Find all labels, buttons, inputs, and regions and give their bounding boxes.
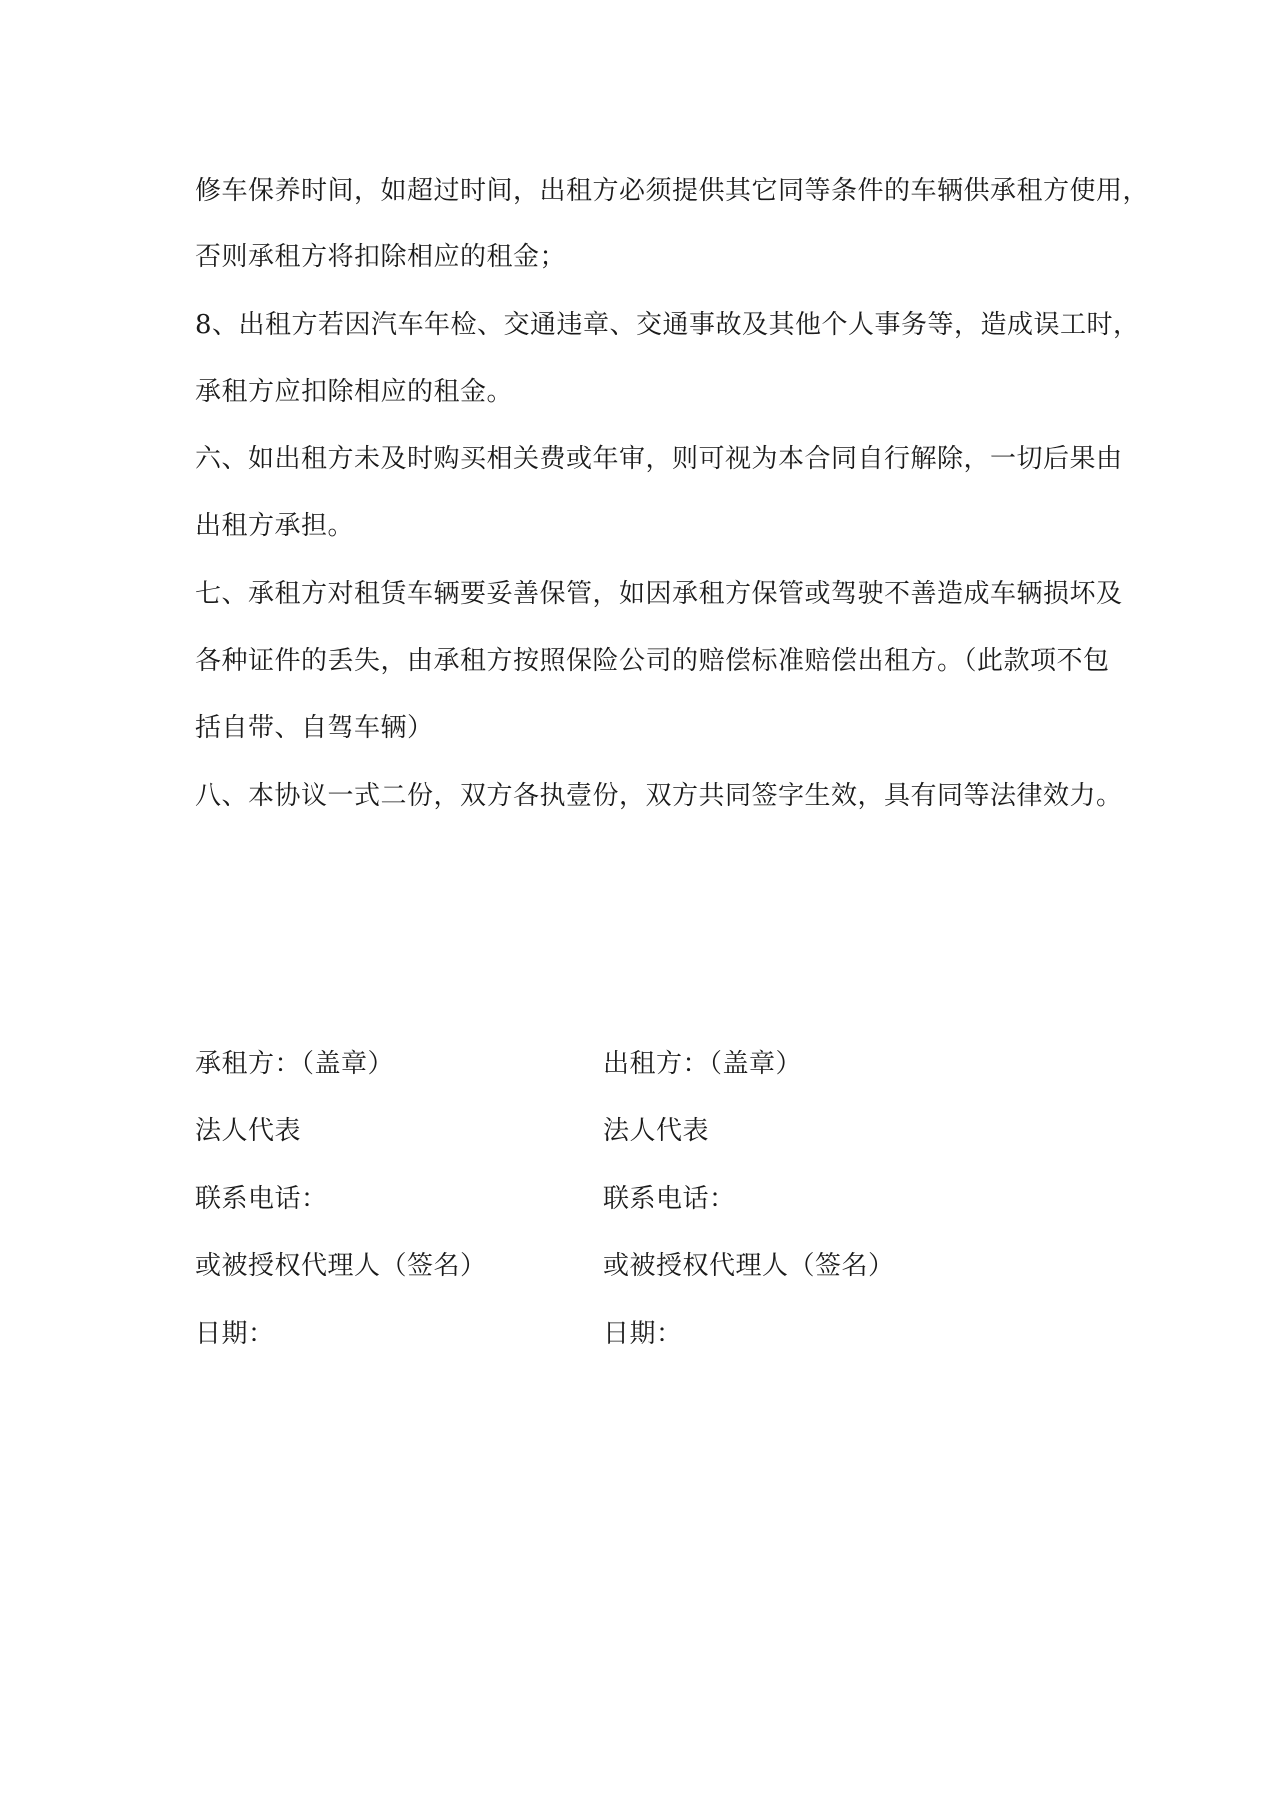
lessor-date-label: 日期： [603, 1319, 683, 1349]
clause-text-line: 否则承租方将扣除相应的租金； [195, 242, 567, 272]
clause-8-line: 8、出租方若因汽车年检、交通违章、交通事故及其他个人事务等，造成误工时， [195, 310, 1140, 340]
lessor-agent-label: 或被授权代理人（签名） [603, 1251, 895, 1281]
lessor-phone-label: 联系电话： [603, 1184, 736, 1214]
lessee-agent-label: 或被授权代理人（签名） [195, 1251, 487, 1281]
clause-text-line: 出租方承担。 [195, 511, 355, 541]
lessee-phone-label: 联系电话： [195, 1184, 328, 1214]
clause-8b-line: 八、本协议一式二份，双方各执壹份，双方共同签字生效，具有同等法律效力。 [195, 781, 1123, 811]
clause-text-line: 括自带、自驾车辆） [195, 713, 434, 743]
clause-text-line: 各种证件的丢失，由承租方按照保险公司的赔偿标准赔偿出租方。（此款项不包 [195, 646, 1110, 676]
lessee-party-label: 承租方：（盖章） [195, 1049, 395, 1079]
clause-6-line: 六、如出租方未及时购买相关费或年审，则可视为本合同自行解除，一切后果由 [195, 444, 1123, 474]
lessor-legal-rep-label: 法人代表 [603, 1116, 710, 1146]
clause-text-line: 承租方应扣除相应的租金。 [195, 377, 514, 407]
lessee-date-label: 日期： [195, 1319, 275, 1349]
lessee-legal-rep-label: 法人代表 [195, 1116, 302, 1146]
lessor-party-label: 出租方：（盖章） [603, 1049, 803, 1079]
clause-text-line: 修车保养时间，如超过时间，出租方必须提供其它同等条件的车辆供承租方使用， [195, 176, 1150, 206]
clause-7-line: 七、承租方对租赁车辆要妥善保管，如因承租方保管或驾驶不善造成车辆损坏及 [195, 579, 1123, 609]
